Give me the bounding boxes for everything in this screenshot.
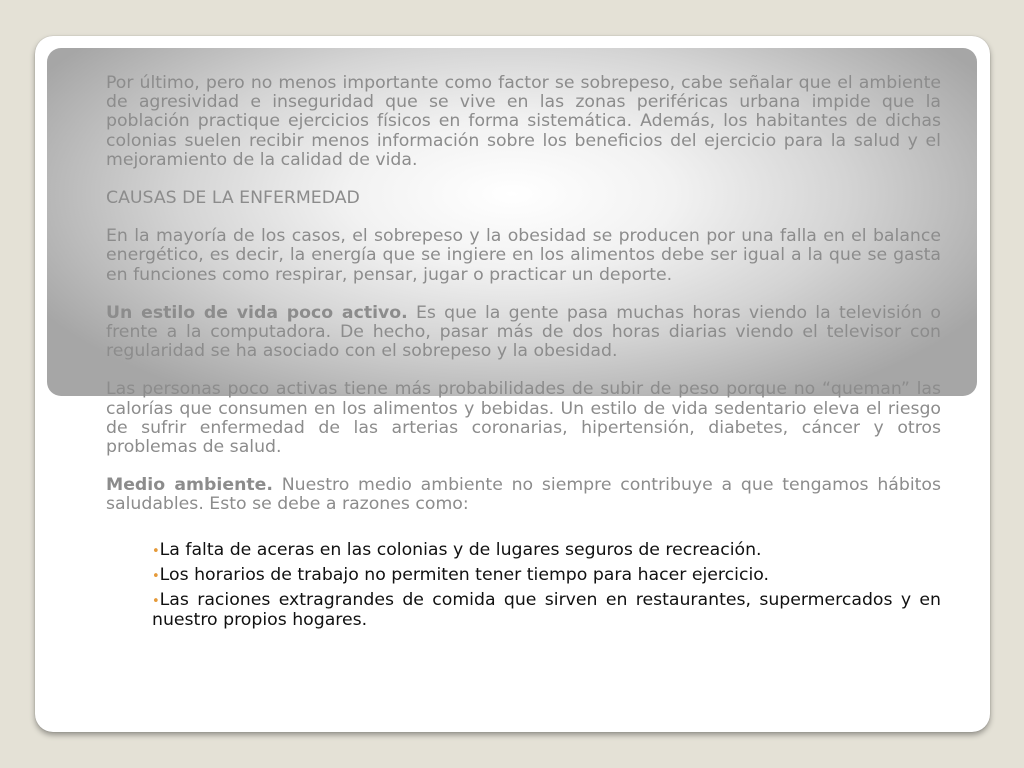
list-item-text: La falta de aceras en las colonias y de lugares seguros de recreación. xyxy=(159,539,762,560)
list-item xyxy=(152,541,941,561)
inactive-lifestyle-label: Un estilo de vida poco activo. xyxy=(106,302,408,323)
list-item xyxy=(152,566,941,586)
paragraph-inactive-lifestyle xyxy=(106,304,941,362)
list-item-text: Las raciones extragrandes de comida que sirven en restaurantes, supermercados y en nuestro propios hogares. xyxy=(152,590,941,631)
bullet-icon: • xyxy=(152,543,160,559)
paragraph-environment xyxy=(106,476,941,514)
paragraph-energy-balance: En la mayoría de los casos, el sobrepeso y la obesidad se producen por una falla en el balance energético, es decir, la energía que se ingiere en los alimentos debe ser igual a la que se gasta en funciones como respirar, pensar, jugar o practicar un deporte. xyxy=(106,226,941,285)
inactive-lifestyle-text: Es que la gente pasa muchas horas viendo la televisión o frente a la computadora. De hecho, pasar más de dos horas diarias viendo el televisor con regularidad se ha asociado con el sobrepeso y la obesidad. xyxy=(106,302,941,362)
slide-content xyxy=(106,74,941,635)
list-item-text: Los horarios de trabajo no permiten tener tiempo para hacer ejercicio. xyxy=(159,564,770,585)
paragraph-sedentary-risk: Las personas poco activas tiene más probabilidades de subir de peso porque no “queman” las calorías que consumen en los alimentos y bebidas. Un estilo de vida sedentario eleva el riesgo de sufrir enfermedad de las arterias coronarias, hipertensión, diabetes, cáncer y otros problemas de salud. xyxy=(106,379,941,458)
reasons-list xyxy=(106,541,941,631)
section-heading: CAUSAS DE LA ENFERMEDAD xyxy=(106,188,360,209)
bullet-icon: • xyxy=(152,594,160,610)
environment-text: Nuestro medio ambiente no siempre contribuye a que tengamos hábitos saludables. Esto se debe a razones como: xyxy=(106,475,941,515)
bullet-icon: • xyxy=(152,568,160,584)
paragraph-environment-insecurity: Por último, pero no menos importante como factor se sobrepeso, cabe señalar que el ambiente de agresividad e inseguridad que se vive en las zonas periféricas urbana impide que la población practique ejercicios físicos en forma sistemática. Además, los habitantes de dichas colonias suelen recibir menos información sobre los beneficios del ejercicio para la salud y el mejoramiento de la calidad de vida. xyxy=(106,73,941,170)
list-item xyxy=(152,591,941,630)
environment-label: Medio ambiente. xyxy=(106,475,273,496)
